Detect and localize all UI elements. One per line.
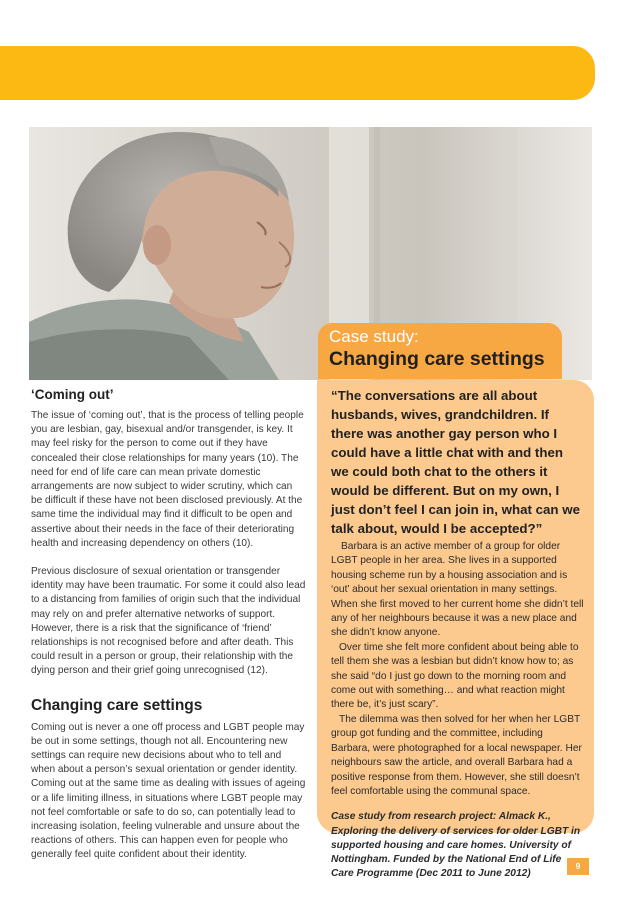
case-study-kicker: Case study: (329, 327, 419, 346)
case-study-box (317, 380, 594, 880)
case-study-quote: “The conversations are all about husbands, wives, grandchildren. If there was another gay person who I could have a little chat with and then we could both chat to the others it would be different. But on my own, I just don’t feel I can join in, what can we talk about, would I be accepted?” (331, 388, 580, 536)
page-number: 9 (567, 858, 589, 875)
case-study-paragraph: Barbara is an active member of a group for older LGBT people in her area. She lives in a supported housing scheme run by a housing association and is ‘out’ about her sexual orientation in many settings. When she first moved to her current home she didn’t tell any of her neighbours because it was a new place and she didn’t know anyone. (331, 541, 584, 639)
case-study-paragraph: The dilemma was then solved for her when her LGBT group got funding and the committee, including Barbara, were photographed for a local newspaper. Her neighbours saw the article, and overall Barbara had a positive response from them. However, she still doesn’t feel comfortable using the communal space. (331, 713, 582, 797)
case-study-title: Changing care settings (329, 348, 545, 370)
coming-out-heading: ‘Coming out’ (31, 387, 114, 402)
changing-care-heading: Changing care settings (31, 696, 203, 714)
case-study-header (318, 323, 562, 379)
case-study-body (331, 540, 584, 799)
coming-out-paragraph: Previous disclosure of sexual orientation or transgender identity may have been traumatic. For some it could also lead to a distancing from families of origin such that the individual may rely on and prefer alternative networks of support. However, there is a risk that the significance of ‘friend’ relationships is not recognised before and after death. This could result in a person or group, their relationship with the dying person and their grief going unrecognised (12). (31, 566, 306, 677)
left-column (31, 386, 306, 863)
case-study-source: Case study from research project: Almack K., Exploring the delivery of services for older LGBT in supported housing and care homes. University of Nottingham. Funded by the National End of Life Care Programme (Dec 2011 to June 2012) (331, 811, 581, 880)
changing-care-paragraph: Coming out is never a one off process and LGBT people may be out in some settings, though not all. Encountering new settings can require new decisions about who to tell and when about a person’s sexual orientation or gender identity. Coming out at the same time as dealing with issues of ageing or a life limiting illness, in situations where LGBT people may not feel comfortable or safe to do so, can potentially lead to increasing isolation, feeling vulnerable and unsure about the reactions of others. This can happen even for people who generally feel quite confident about their identity. (31, 721, 306, 861)
case-study-paragraph: Over time she felt more confident about being able to tell them she was a lesbian but didn’t know how to; as she said “do I just go down to the morning room and come out with something… and what reaction might there be, it’s just scary”. (331, 641, 579, 711)
coming-out-paragraph: The issue of ‘coming out’, that is the process of telling people you are lesbian, gay, bisexual and/or transgender, is key. It may feel risky for the person to come out if they have concealed their close relationships for many years (10). The need for end of life care can mean private domestic arrangements are now subject to wider scrutiny, which can be difficult if these have not been disclosed previously. At the same time the individual may find it difficult to be open and assertive about their needs in the face of their deteriorating health and increasing dependency on others (10). (31, 410, 304, 549)
header-band (0, 46, 595, 100)
